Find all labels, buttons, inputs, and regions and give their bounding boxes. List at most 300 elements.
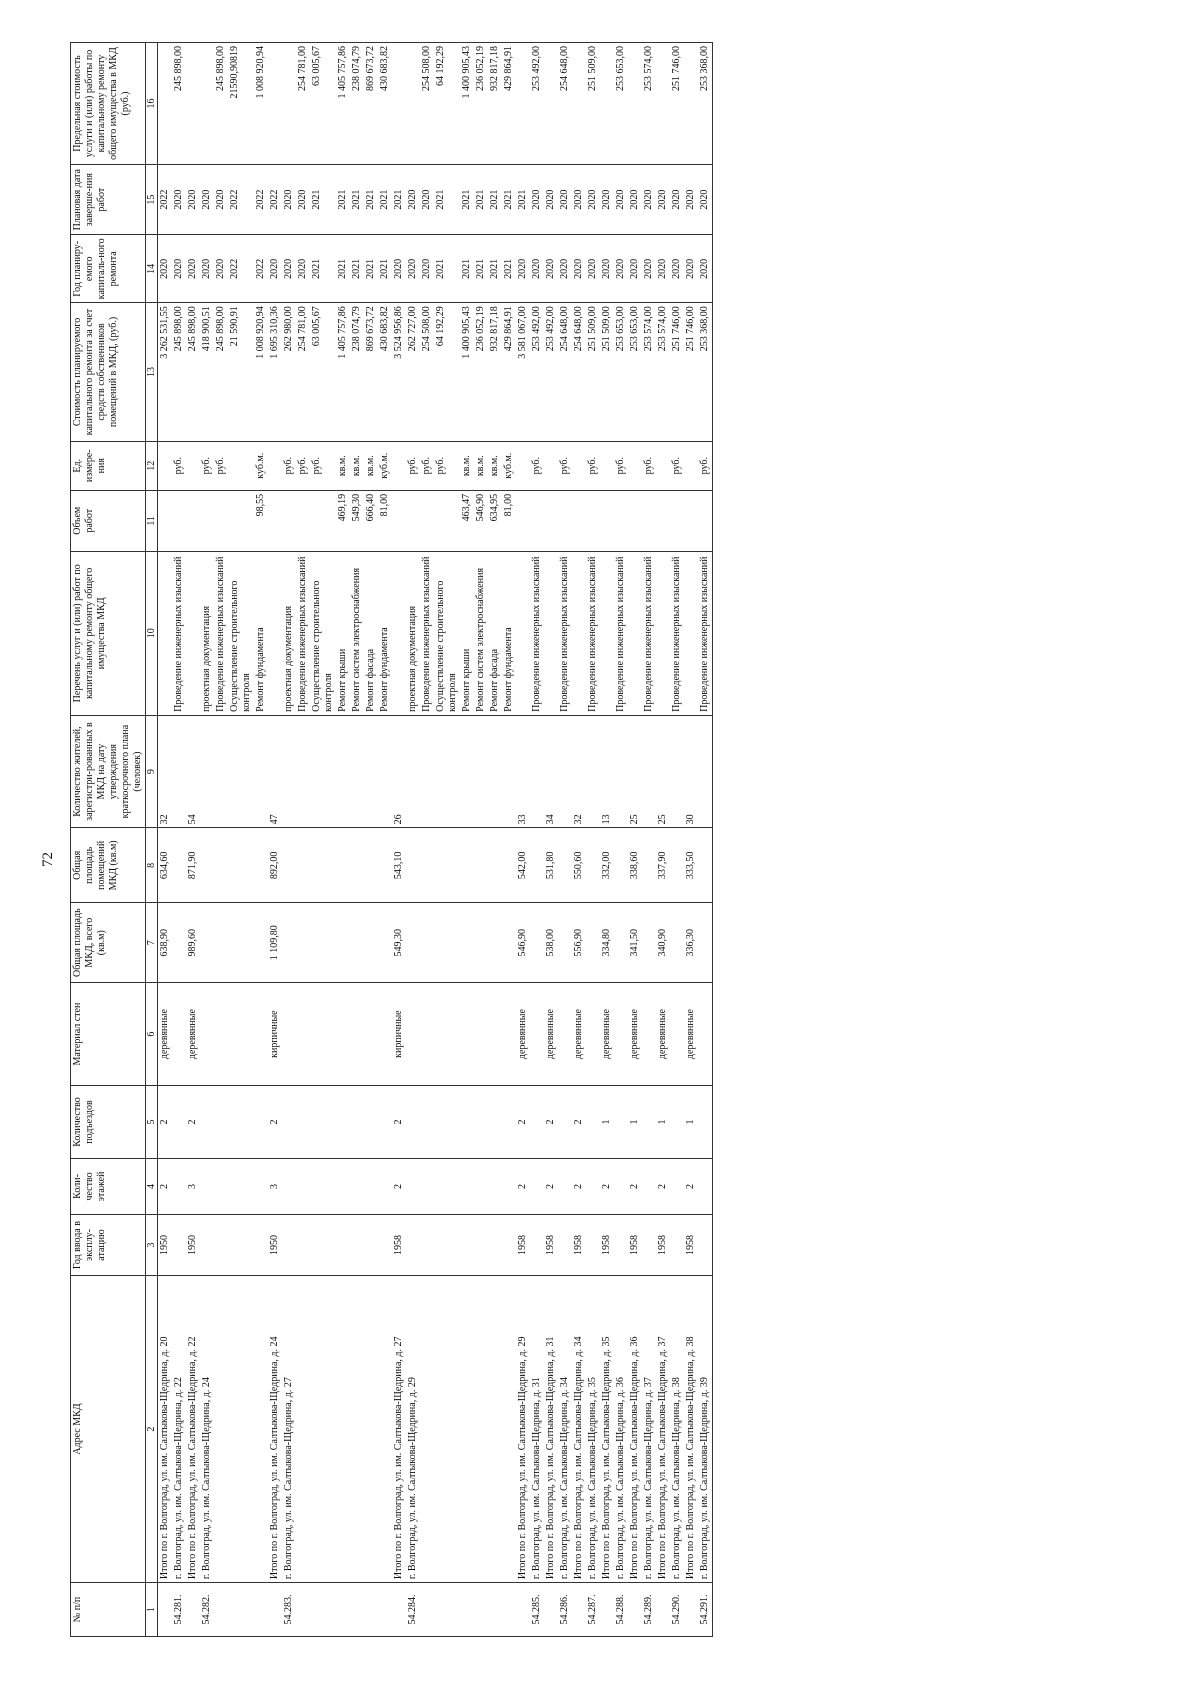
entrances-cell	[296, 1086, 310, 1159]
year-cell	[200, 1215, 214, 1276]
premises-area-cell: 338,60	[628, 828, 642, 903]
residents-cell: 54	[186, 715, 200, 828]
address-cell: Итого по г. Волгоград, ул. им. Салтыкова-Щедрина, д. 22	[186, 1276, 200, 1583]
total-area-cell	[296, 903, 310, 983]
entrances-cell: 2	[516, 1086, 530, 1159]
cost-cell: 253 574,00	[642, 303, 656, 441]
year-cell	[502, 1215, 516, 1276]
unit-cell	[516, 441, 530, 490]
address-cell: г. Волгоград, ул. им. Салтыкова-Щедрина, д. 34	[558, 1276, 572, 1583]
completion-date-cell: 2021	[474, 165, 488, 235]
cost-cell: 869 673,72	[364, 303, 378, 441]
entrances-cell	[586, 1086, 600, 1159]
address-cell	[214, 1276, 228, 1583]
wall-material-cell	[296, 983, 310, 1086]
row-number-cell	[656, 1583, 670, 1637]
unit-cell: кв.м.	[474, 441, 488, 490]
row-number-cell	[392, 1583, 406, 1637]
year-cell	[336, 1215, 350, 1276]
volume-cell	[214, 490, 228, 551]
volume-cell	[544, 490, 558, 551]
column-number: 8	[146, 828, 158, 903]
floors-cell	[310, 1158, 336, 1214]
limit-cost-cell: 245 898,00	[172, 43, 186, 165]
row-number-cell: 54.289.	[642, 1583, 656, 1637]
total-row	[656, 43, 670, 1637]
entrances-cell	[698, 1086, 713, 1159]
floors-cell: 2	[392, 1158, 406, 1214]
residents-cell	[502, 715, 516, 828]
completion-date-cell: 2020	[406, 165, 420, 235]
volume-cell	[572, 490, 586, 551]
completion-date-cell: 2020	[600, 165, 614, 235]
total-area-cell: 538,00	[544, 903, 558, 983]
wall-material-cell	[502, 983, 516, 1086]
premises-area-cell	[558, 828, 572, 903]
row-number-cell	[254, 1583, 268, 1637]
residents-cell	[310, 715, 336, 828]
unit-cell: руб.	[200, 441, 214, 490]
address-cell: г. Волгоград, ул. им. Салтыкова-Щедрина, д. 38	[670, 1276, 684, 1583]
unit-cell	[600, 441, 614, 490]
year-cell	[474, 1215, 488, 1276]
volume-cell: 463,47	[460, 490, 474, 551]
residents-cell	[614, 715, 628, 828]
premises-area-cell	[530, 828, 544, 903]
limit-cost-cell: 253 574,00	[642, 43, 656, 165]
entrances-cell	[434, 1086, 460, 1159]
completion-date-cell: 2020	[296, 165, 310, 235]
work-type-cell: Ремонт фундамента	[502, 551, 516, 715]
total-row	[544, 43, 558, 1637]
residents-cell	[254, 715, 268, 828]
header-cell: Ед. измере-ния	[71, 441, 146, 490]
entrances-cell	[460, 1086, 474, 1159]
residents-cell	[296, 715, 310, 828]
year-cell	[282, 1215, 296, 1276]
entrances-cell: 2	[392, 1086, 406, 1159]
volume-cell	[200, 490, 214, 551]
repair-year-cell: 2020	[600, 235, 614, 303]
premises-area-cell: 871,90	[186, 828, 200, 903]
wall-material-cell	[254, 983, 268, 1086]
address-cell: г. Волгоград, ул. им. Салтыкова-Щедрина, д. 29	[406, 1276, 420, 1583]
wall-material-cell	[434, 983, 460, 1086]
residents-cell	[670, 715, 684, 828]
work-type-cell: Ремонт фасада	[364, 551, 378, 715]
volume-cell	[670, 490, 684, 551]
year-cell: 1958	[516, 1215, 530, 1276]
entrances-cell: 1	[656, 1086, 670, 1159]
repair-year-cell: 2021	[350, 235, 364, 303]
year-cell	[310, 1215, 336, 1276]
residents-cell	[434, 715, 460, 828]
total-area-cell: 340,90	[656, 903, 670, 983]
cost-cell: 262 980,00	[282, 303, 296, 441]
limit-cost-cell	[684, 43, 698, 165]
table-row	[200, 43, 214, 1637]
floors-cell	[406, 1158, 420, 1214]
year-cell	[254, 1215, 268, 1276]
work-type-cell	[392, 551, 406, 715]
premises-area-cell	[364, 828, 378, 903]
limit-cost-cell: 21590,90819	[228, 43, 254, 165]
work-type-cell: Проведение инженерных изысканий	[214, 551, 228, 715]
row-number-cell: 54.286.	[558, 1583, 572, 1637]
volume-cell: 81,00	[502, 490, 516, 551]
table-row	[296, 43, 310, 1637]
residents-cell	[698, 715, 713, 828]
wall-material-cell	[200, 983, 214, 1086]
row-number-cell: 54.291.	[698, 1583, 713, 1637]
address-cell	[310, 1276, 336, 1583]
entrances-cell	[474, 1086, 488, 1159]
capital-repair-table	[70, 42, 713, 1637]
unit-cell	[684, 441, 698, 490]
completion-date-cell: 2020	[214, 165, 228, 235]
limit-cost-cell: 869 673,72	[364, 43, 378, 165]
work-type-cell: Осуществление строительного контроля	[228, 551, 254, 715]
unit-cell: кв.м.	[336, 441, 350, 490]
unit-cell: руб.	[434, 441, 460, 490]
row-number-cell	[158, 1583, 173, 1637]
floors-cell	[434, 1158, 460, 1214]
address-cell: г. Волгоград, ул. им. Салтыкова-Щедрина, д. 37	[642, 1276, 656, 1583]
header-cell: Год планиру-емого капиталь-ного ремонта	[71, 235, 146, 303]
row-number-cell	[214, 1583, 228, 1637]
limit-cost-cell	[392, 43, 406, 165]
address-cell	[502, 1276, 516, 1583]
limit-cost-cell: 253 653,00	[614, 43, 628, 165]
work-type-cell: Проведение инженерных изысканий	[530, 551, 544, 715]
column-number: 12	[146, 441, 158, 490]
entrances-cell: 1	[628, 1086, 642, 1159]
work-type-cell: Проведение инженерных изысканий	[296, 551, 310, 715]
wall-material-cell: деревянные	[158, 983, 173, 1086]
work-type-cell	[684, 551, 698, 715]
table-row	[310, 43, 336, 1637]
wall-material-cell	[460, 983, 474, 1086]
total-area-cell	[698, 903, 713, 983]
residents-cell	[214, 715, 228, 828]
repair-year-cell: 2021	[378, 235, 392, 303]
year-cell	[558, 1215, 572, 1276]
floors-cell	[614, 1158, 628, 1214]
header-cell: Коли-чество этажей	[71, 1158, 146, 1214]
cost-cell: 245 898,00	[214, 303, 228, 441]
address-cell: г. Волгоград, ул. им. Салтыкова-Щедрина, д. 27	[282, 1276, 296, 1583]
wall-material-cell	[406, 983, 420, 1086]
total-area-cell: 546,90	[516, 903, 530, 983]
repair-year-cell: 2021	[474, 235, 488, 303]
row-number-cell	[684, 1583, 698, 1637]
premises-area-cell	[310, 828, 336, 903]
year-cell	[530, 1215, 544, 1276]
work-type-cell: проектная документация	[200, 551, 214, 715]
entrances-cell	[558, 1086, 572, 1159]
repair-year-cell: 2020	[158, 235, 173, 303]
cost-cell: 253 574,00	[656, 303, 670, 441]
year-cell	[434, 1215, 460, 1276]
row-number-cell	[228, 1583, 254, 1637]
table-body	[158, 43, 713, 1637]
work-type-cell: Проведение инженерных изысканий	[614, 551, 628, 715]
cost-cell: 3 524 956,86	[392, 303, 406, 441]
row-number-cell	[502, 1583, 516, 1637]
table-row	[172, 43, 186, 1637]
residents-cell	[530, 715, 544, 828]
cost-cell: 253 653,00	[614, 303, 628, 441]
header-cell: Общая площадь помещений МКД (кв.м)	[71, 828, 146, 903]
completion-date-cell: 2021	[516, 165, 530, 235]
residents-cell: 47	[268, 715, 282, 828]
unit-cell: руб.	[558, 441, 572, 490]
premises-area-cell	[406, 828, 420, 903]
column-number: 11	[146, 490, 158, 551]
total-area-cell	[214, 903, 228, 983]
completion-date-cell: 2021	[310, 165, 336, 235]
total-row	[268, 43, 282, 1637]
completion-date-cell: 2020	[420, 165, 434, 235]
entrances-cell	[254, 1086, 268, 1159]
limit-cost-cell	[268, 43, 282, 165]
unit-cell: кв.м.	[460, 441, 474, 490]
floors-cell	[282, 1158, 296, 1214]
unit-cell: руб.	[296, 441, 310, 490]
unit-cell: кв.м.	[488, 441, 502, 490]
repair-year-cell: 2020	[420, 235, 434, 303]
premises-area-cell: 531,80	[544, 828, 558, 903]
floors-cell	[642, 1158, 656, 1214]
premises-area-cell	[282, 828, 296, 903]
year-cell	[172, 1215, 186, 1276]
wall-material-cell	[586, 983, 600, 1086]
completion-date-cell: 2021	[434, 165, 460, 235]
premises-area-cell: 550,60	[572, 828, 586, 903]
residents-cell: 33	[516, 715, 530, 828]
total-row	[600, 43, 614, 1637]
unit-cell: куб.м.	[254, 441, 268, 490]
residents-cell	[336, 715, 350, 828]
cost-cell: 238 074,79	[350, 303, 364, 441]
row-number-cell	[268, 1583, 282, 1637]
premises-area-cell: 542,00	[516, 828, 530, 903]
completion-date-cell: 2021	[502, 165, 516, 235]
work-type-cell	[572, 551, 586, 715]
address-cell: Итого по г. Волгоград, ул. им. Салтыкова-Щедрина, д. 37	[656, 1276, 670, 1583]
floors-cell	[350, 1158, 364, 1214]
residents-cell	[420, 715, 434, 828]
year-cell: 1950	[268, 1215, 282, 1276]
year-cell	[586, 1215, 600, 1276]
completion-date-cell: 2021	[488, 165, 502, 235]
address-cell: г. Волгоград, ул. им. Салтыкова-Щедрина, д. 35	[586, 1276, 600, 1583]
unit-cell	[228, 441, 254, 490]
cost-cell: 251 509,00	[600, 303, 614, 441]
wall-material-cell	[364, 983, 378, 1086]
entrances-cell: 1	[600, 1086, 614, 1159]
row-number-cell: 54.287.	[586, 1583, 600, 1637]
residents-cell	[586, 715, 600, 828]
floors-cell: 2	[656, 1158, 670, 1214]
repair-year-cell: 2020	[296, 235, 310, 303]
repair-year-cell: 2020	[670, 235, 684, 303]
wall-material-cell	[310, 983, 336, 1086]
premises-area-cell	[502, 828, 516, 903]
unit-cell: руб.	[406, 441, 420, 490]
repair-year-cell: 2020	[406, 235, 420, 303]
work-type-cell: проектная документация	[282, 551, 296, 715]
cost-cell: 3 581 067,00	[516, 303, 530, 441]
unit-cell	[186, 441, 200, 490]
cost-cell: 251 509,00	[586, 303, 600, 441]
residents-cell	[228, 715, 254, 828]
premises-area-cell: 332,00	[600, 828, 614, 903]
wall-material-cell	[214, 983, 228, 1086]
row-number-cell: 54.283.	[282, 1583, 296, 1637]
floors-cell: 2	[628, 1158, 642, 1214]
year-cell	[364, 1215, 378, 1276]
year-cell	[614, 1215, 628, 1276]
total-area-cell	[336, 903, 350, 983]
address-cell: Итого по г. Волгоград, ул. им. Салтыкова-Щедрина, д. 35	[600, 1276, 614, 1583]
work-type-cell: Осуществление строительного контроля	[310, 551, 336, 715]
floors-cell: 2	[158, 1158, 173, 1214]
work-type-cell: Проведение инженерных изысканий	[698, 551, 713, 715]
residents-cell: 25	[656, 715, 670, 828]
cost-cell: 418 900,51	[200, 303, 214, 441]
row-number-cell	[186, 1583, 200, 1637]
header-cell: Материал стен	[71, 983, 146, 1086]
wall-material-cell: кирпичные	[268, 983, 282, 1086]
entrances-cell	[214, 1086, 228, 1159]
limit-cost-cell: 63 005,67	[310, 43, 336, 165]
row-number-cell	[378, 1583, 392, 1637]
address-cell	[350, 1276, 364, 1583]
completion-date-cell: 2020	[282, 165, 296, 235]
total-area-cell	[642, 903, 656, 983]
volume-cell	[310, 490, 336, 551]
unit-cell: руб.	[698, 441, 713, 490]
unit-cell: руб.	[282, 441, 296, 490]
row-number-cell	[460, 1583, 474, 1637]
completion-date-cell: 2020	[698, 165, 713, 235]
completion-date-cell: 2022	[158, 165, 173, 235]
volume-cell	[516, 490, 530, 551]
year-cell: 1958	[600, 1215, 614, 1276]
year-cell: 1958	[392, 1215, 406, 1276]
total-area-cell: 1 109,80	[268, 903, 282, 983]
address-cell: Итого по г. Волгоград, ул. им. Салтыкова-Щедрина, д. 24	[268, 1276, 282, 1583]
table-header	[71, 43, 158, 1637]
address-cell: г. Волгоград, ул. им. Салтыкова-Щедрина, д. 24	[200, 1276, 214, 1583]
year-cell	[378, 1215, 392, 1276]
repair-year-cell: 2020	[282, 235, 296, 303]
limit-cost-cell	[572, 43, 586, 165]
premises-area-cell	[296, 828, 310, 903]
premises-area-cell	[698, 828, 713, 903]
floors-cell: 2	[516, 1158, 530, 1214]
cost-cell: 253 492,00	[530, 303, 544, 441]
limit-cost-cell: 1 400 905,43	[460, 43, 474, 165]
work-type-cell: проектная документация	[406, 551, 420, 715]
repair-year-cell: 2022	[254, 235, 268, 303]
work-type-cell: Ремонт систем электроснабжения	[350, 551, 364, 715]
entrances-cell: 2	[544, 1086, 558, 1159]
wall-material-cell: деревянные	[186, 983, 200, 1086]
cost-cell: 236 052,19	[474, 303, 488, 441]
column-number: 4	[146, 1158, 158, 1214]
unit-cell	[544, 441, 558, 490]
header-cell: Стоимость планируемого капитального ремонта за счет средств собственников помещений в МКД, (руб.)	[71, 303, 146, 441]
residents-cell: 13	[600, 715, 614, 828]
address-cell: г. Волгоград, ул. им. Салтыкова-Щедрина, д. 22	[172, 1276, 186, 1583]
unit-cell	[656, 441, 670, 490]
row-number-cell	[336, 1583, 350, 1637]
row-number-cell	[516, 1583, 530, 1637]
header-cell: Предельная стоимость услуги и (или) работы по капитальному ремонту общего имущества в МКД (руб.)	[71, 43, 146, 165]
floors-cell	[254, 1158, 268, 1214]
limit-cost-cell: 236 052,19	[474, 43, 488, 165]
floors-cell	[502, 1158, 516, 1214]
total-area-cell	[282, 903, 296, 983]
unit-cell	[392, 441, 406, 490]
column-number: 3	[146, 1215, 158, 1276]
table-row	[586, 43, 600, 1637]
year-cell	[228, 1215, 254, 1276]
completion-date-cell: 2022	[268, 165, 282, 235]
year-cell	[460, 1215, 474, 1276]
premises-area-cell	[670, 828, 684, 903]
table-row	[350, 43, 364, 1637]
table-row	[434, 43, 460, 1637]
unit-cell: руб.	[420, 441, 434, 490]
floors-cell	[336, 1158, 350, 1214]
column-number: 6	[146, 983, 158, 1086]
work-type-cell	[628, 551, 642, 715]
cost-cell: 1 008 920,94	[254, 303, 268, 441]
year-cell	[642, 1215, 656, 1276]
repair-year-cell: 2022	[228, 235, 254, 303]
repair-year-cell: 2020	[628, 235, 642, 303]
wall-material-cell: деревянные	[544, 983, 558, 1086]
wall-material-cell	[282, 983, 296, 1086]
residents-cell	[474, 715, 488, 828]
total-area-cell	[460, 903, 474, 983]
unit-cell: руб.	[642, 441, 656, 490]
address-cell	[364, 1276, 378, 1583]
limit-cost-cell: 251 746,00	[670, 43, 684, 165]
work-type-cell: Осуществление строительного контроля	[434, 551, 460, 715]
total-area-cell	[378, 903, 392, 983]
table-row	[364, 43, 378, 1637]
row-number-cell: 54.281.	[172, 1583, 186, 1637]
repair-year-cell: 2021	[364, 235, 378, 303]
residents-cell	[282, 715, 296, 828]
cost-cell: 253 368,00	[698, 303, 713, 441]
unit-cell: руб.	[586, 441, 600, 490]
entrances-cell	[336, 1086, 350, 1159]
column-number: 2	[146, 1276, 158, 1583]
premises-area-cell: 333,50	[684, 828, 698, 903]
limit-cost-cell: 253 368,00	[698, 43, 713, 165]
wall-material-cell	[614, 983, 628, 1086]
limit-cost-cell: 253 492,00	[530, 43, 544, 165]
completion-date-cell: 2020	[642, 165, 656, 235]
total-area-cell	[228, 903, 254, 983]
entrances-cell	[310, 1086, 336, 1159]
residents-cell: 26	[392, 715, 406, 828]
